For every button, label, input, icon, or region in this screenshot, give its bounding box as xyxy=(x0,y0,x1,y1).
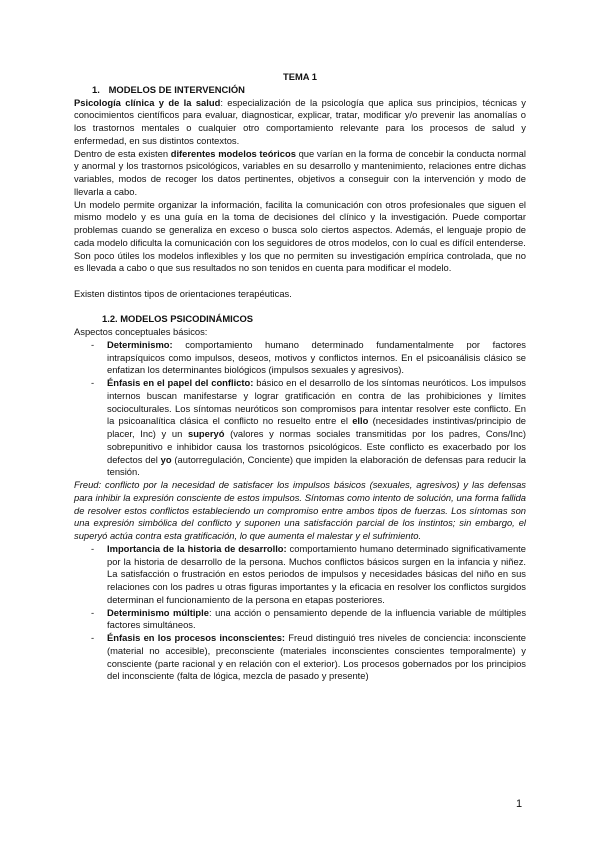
list-item-text: básico en el desarrollo de los síntomas neuróticos. Los impulsos internos buscan manifestarse y lograr gratificación en contra de las prohibiciones y límites socioculturales. Los síntomas neuróticos son compromisos para intentar resolver este conflicto. En la psicoanalítica clásica el conflicto no resuelto entre el xyxy=(107,377,526,427)
term: Determinismo: xyxy=(107,338,173,350)
paragraph-definition xyxy=(74,97,526,148)
term: Psicología clínica y de la salud xyxy=(74,96,221,108)
term: Énfasis en el papel del conflicto: xyxy=(107,377,254,388)
paragraph-useless-models: Son poco útiles los modelos inflexibles y los que no permiten su investigación empírica controlada, que no es llevada a cabo o que sus resultados no son tenidos en cuenta para modificar el modelo. xyxy=(74,249,526,274)
paragraph-orientations: Existen distintos tipos de orientaciones terapéuticas. xyxy=(74,287,292,299)
list-item-text: comportamiento humano determinado fundamentalmente por factores intrapsíquicos como impulsos, deseos, motivos y conflictos internos. En el psicoanálisis clásico se enfatizan los determinantes biológicos (impulsos sexuales y agresivos). xyxy=(107,338,526,376)
freud-quote: Freud: conflicto por la necesidad de satisfacer los impulsos básicos (sexuales, agresivos) y las defensas para inhibir la expresión consciente de estos impulsos. Síntomas como intento de solución, una forma fallida de resolver estos conflictos estableciendo un compromiso entre ambos tipos de fuerzas. Los síntomas son una expresión simbólica del conflicto y suponen una satisfacción parcial de los instintos; sin embargo, el superyó actúa contra esta gratificación, lo que aumenta el malestar y el sufrimiento. xyxy=(74,479,526,541)
bullet-dash: - xyxy=(91,542,95,554)
term-ello: ello xyxy=(352,415,369,427)
bullet-list-1 xyxy=(74,339,526,479)
bullet-dash: - xyxy=(91,632,95,643)
section-number: 1. xyxy=(92,83,100,95)
section-title: MODELOS DE INTERVENCIÓN xyxy=(108,83,245,95)
paragraph-text: : especialización de la psicología que aplica sus principios, técnicas y conocimientos científicos para evaluar, diagnosticar, explicar, tratar, modificar y/o prevenir las anomalías o los trastornos mentales o cualquier otro comportamiento relevante para los procesos de salud y enfermedad, en sus distintos contextos. xyxy=(74,96,526,146)
term: Determinismo múltiple xyxy=(107,606,209,618)
list-item xyxy=(74,543,526,607)
list-item xyxy=(74,632,526,683)
list-item-text: comportamiento humano determinado significativamente por la historia de desarrollo de la persona. Muchos conflictos básicos surgen en la infancia y niñez. La satisfacción o frustración en estos periodos de impulsos y necesidades básicas del niño en sus relaciones con los padres u otras figuras importantes y la eficacia en resolver los conflictos surgidos determinan el funcionamiento de la persona en etapas posteriores. xyxy=(107,542,526,605)
list-item-text: : una acción o pensamiento depende de la influencia variable de múltiples factores simultáneos. xyxy=(107,606,527,631)
aspects-intro: Aspectos conceptuales básicos: xyxy=(74,326,208,337)
list-item xyxy=(74,339,526,377)
bullet-dash: - xyxy=(91,338,95,350)
bullet-dash: - xyxy=(91,377,95,388)
section-heading-1-2: 1.2. MODELOS PSICODINÁMICOS xyxy=(102,313,254,325)
list-item-text: (autorregulación, Conciente) que impiden la elaboración de defensas para reducir la tensión. xyxy=(107,453,526,478)
term-superyo: superyó xyxy=(187,428,225,439)
list-item-text: (valores y normas sociales transmitidas por los padres, Cons/Inc) sobrepunitivo e inhibidor causa los trastornos psicológicos. Este conflicto es exacerbado por los defectos del xyxy=(107,428,526,465)
paragraph-text: Dentro de esta existen xyxy=(74,147,171,159)
paragraph-models xyxy=(74,148,526,199)
list-item-text: (necesidades instintivas/principio de placer, Inc) y un xyxy=(107,415,526,439)
list-item xyxy=(74,377,526,479)
paragraph-model-purpose: Un modelo permite organizar la información, facilita la comunicación con otros profesionales que siguen el mismo modelo y es una guía en la toma de decisiones del clínico y la investigación. Puede comportar problemas cuando se generaliza en exceso o busca solo ciertos aspectos. Además, el lenguaje propio de cada modelo dificulta la comunicación con los seguidores de otros modelos, con lo cual es difícil entenderse. xyxy=(74,198,526,248)
term: Énfasis en los procesos inconscientes: xyxy=(107,632,286,643)
page-number: 1 xyxy=(516,798,523,810)
list-item-text: Freud distinguió tres niveles de conciencia: inconsciente (material no accesible), preconsciente (materiales inconscientes conscientes temporalmente) y consciente (parte racional y en relación con el exterior). Los procesos gobernados por los principios del inconsciente (falta de lógica, mezcla de pasado y presente) xyxy=(107,632,526,682)
term: Importancia de la historia de desarrollo: xyxy=(107,542,287,554)
bullet-dash: - xyxy=(91,606,95,618)
section-heading-1 xyxy=(92,84,526,97)
document-body xyxy=(74,71,526,683)
list-item xyxy=(74,607,526,633)
paragraph-text: que varían en la forma de concebir la conducta normal y anormal y los trastornos psicológicos, variables en su desarrollo y mantenimiento, relaciones entre dichas variables, modos de recoger los datos pertinentes, objetivos a conseguir con la intervención y modo de llevarla a cabo. xyxy=(74,147,526,197)
bullet-list-2 xyxy=(74,543,526,683)
document-title: TEMA 1 xyxy=(282,71,318,82)
term: diferentes modelos teóricos xyxy=(170,147,296,159)
term-yo: yo xyxy=(160,453,172,465)
